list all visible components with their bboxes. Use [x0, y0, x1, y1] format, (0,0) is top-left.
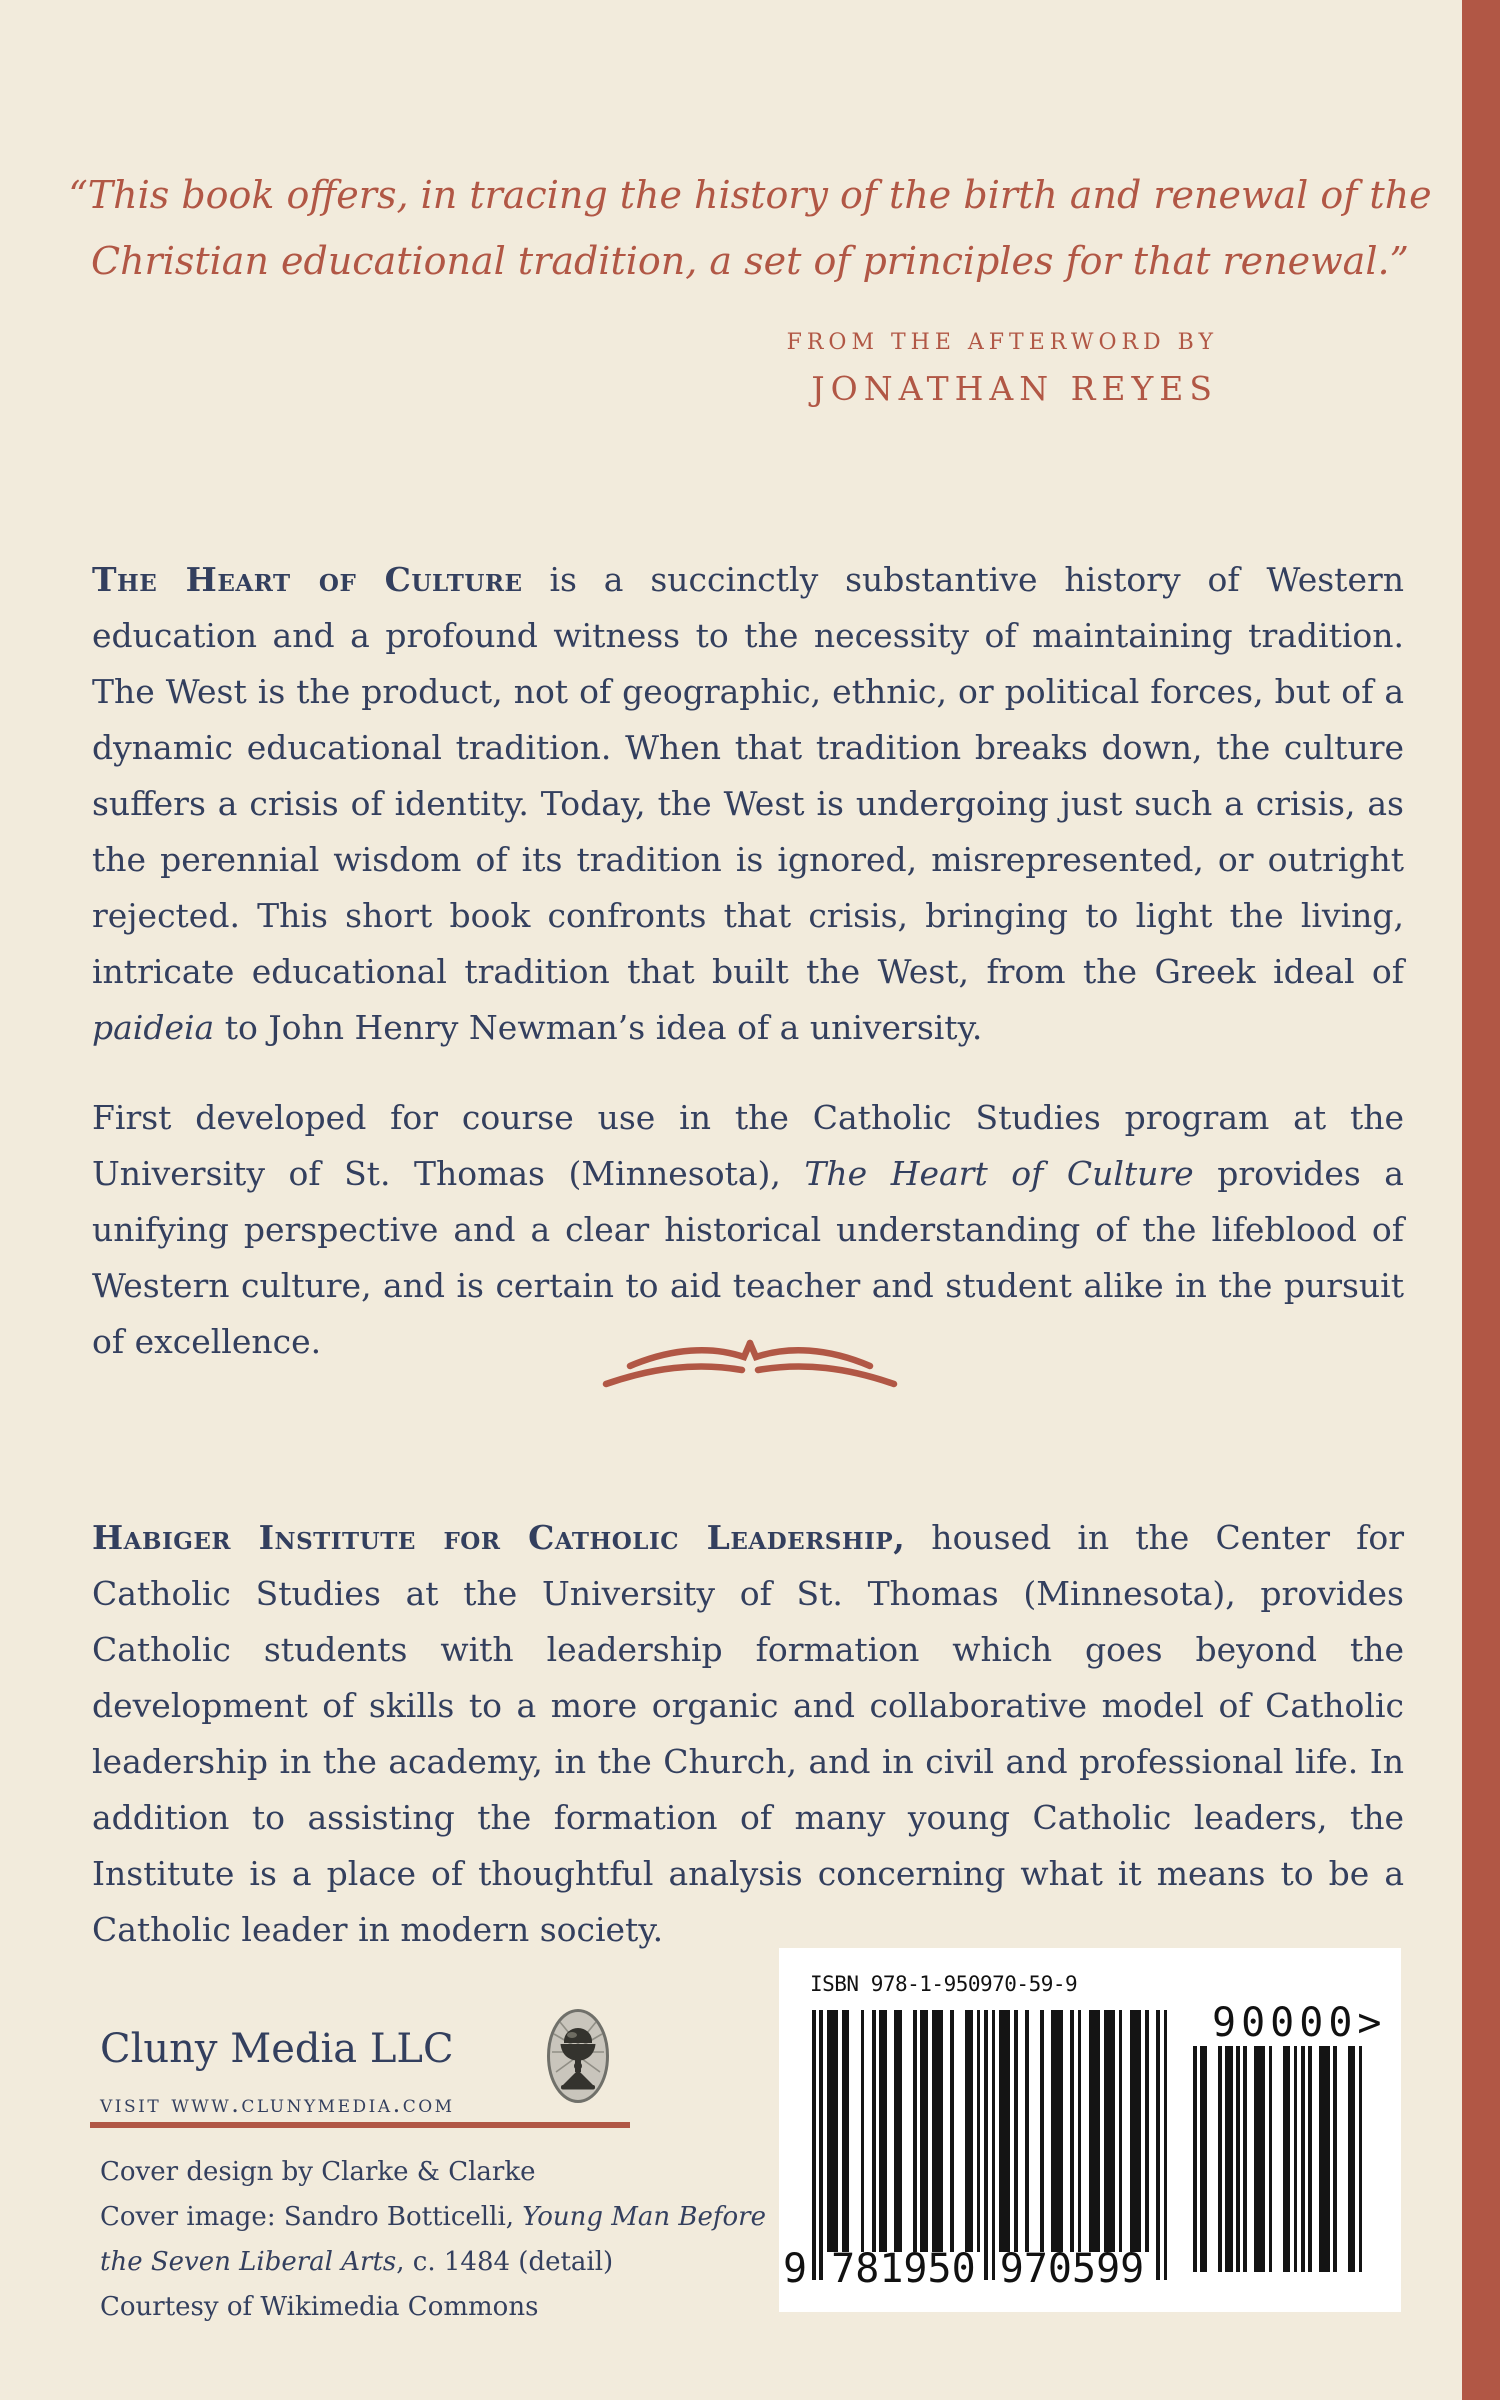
paragraph-book-description-1: The Heart of Culture is a succinctly substantive history of Western education and a profound witness to the necessity of maintaining tradition. The West is the product, not of geographic, ethnic, or political forces, but of a dynamic educational tradition. When that tradition breaks down, the culture suffers a crisis of identity. Today, the West is undergoing just such a crisis, as the perennial wisdom of its tradition is ignored, misrepresented, or outright rejected. This short book confronts that crisis, bringing to light the living, intricate educational tradition that built the West, from the Greek ideal of paideia to John Henry Newman’s idea of a university.: [92, 560, 1404, 1047]
credits-block: [100, 2150, 766, 2330]
ean13-barcode: [812, 2010, 1168, 2282]
paragraph-book-description-2: First developed for course use in the Catholic Studies program at the University of St. Thomas (Minnesota), The Heart of Culture provides a unifying perspective and a clear historical understanding of the lifeblood of Western culture, and is certain to aid teacher and student alike in the pursuit of excellence.: [92, 1098, 1404, 1361]
attribution-author: JONATHAN REYES: [811, 369, 1218, 408]
isbn-number-label: ISBN 978-1-950970-59-9: [810, 1972, 1078, 1996]
attribution-kicker: FROM THE AFTERWORD BY: [786, 330, 1218, 355]
pull-quote-line-1: “This book offers, in tracing the history of the birth and renewal of the: [68, 173, 1432, 217]
pull-quote: [0, 162, 1500, 294]
spine-accent-stripe: [1462, 0, 1500, 2400]
paragraph-habiger-institute: Habiger Institute for Catholic Leadership, housed in the Center for Catholic Studies at the University of St. Thomas (Minnesota), provides Catholic students with leadership formation which goes beyond the development of skills to a more organic and collaborative model of Catholic leadership in the academy, in the Church, and in civil and professional life. In addition to assisting the formation of many young Catholic leaders, the Institute is a place of thoughtful analysis concerning what it means to be a Catholic leader in modern society.: [92, 1518, 1405, 1949]
credit-design: Cover design by Clarke & Clarke: [100, 2157, 536, 2187]
chalice-logo-icon: [546, 2008, 610, 2104]
credit-image-1: Cover image: Sandro Botticelli, Young Man Before: [100, 2202, 766, 2232]
credit-courtesy: Courtesy of Wikimedia Commons: [100, 2292, 539, 2322]
ean13-digits: 9 781950 970599: [783, 2246, 1145, 2292]
isbn-barcode-panel: [779, 1948, 1401, 2312]
publisher-name: Cluny Media LLC: [100, 2026, 454, 2072]
ean5-supplement-barcode: [1193, 2046, 1363, 2272]
price-code-label: 90000>: [1212, 2000, 1387, 2046]
publisher-url: visit www.clunymedia.com: [100, 2090, 455, 2118]
divider-flourish-icon: [600, 1330, 900, 1394]
quote-attribution: [0, 330, 1218, 408]
pull-quote-line-2: Christian educational tradition, a set of principles for that renewal.”: [91, 239, 1409, 283]
credit-image-2: the Seven Liberal Arts, c. 1484 (detail): [100, 2247, 614, 2277]
publisher-divider-rule: [90, 2122, 630, 2128]
